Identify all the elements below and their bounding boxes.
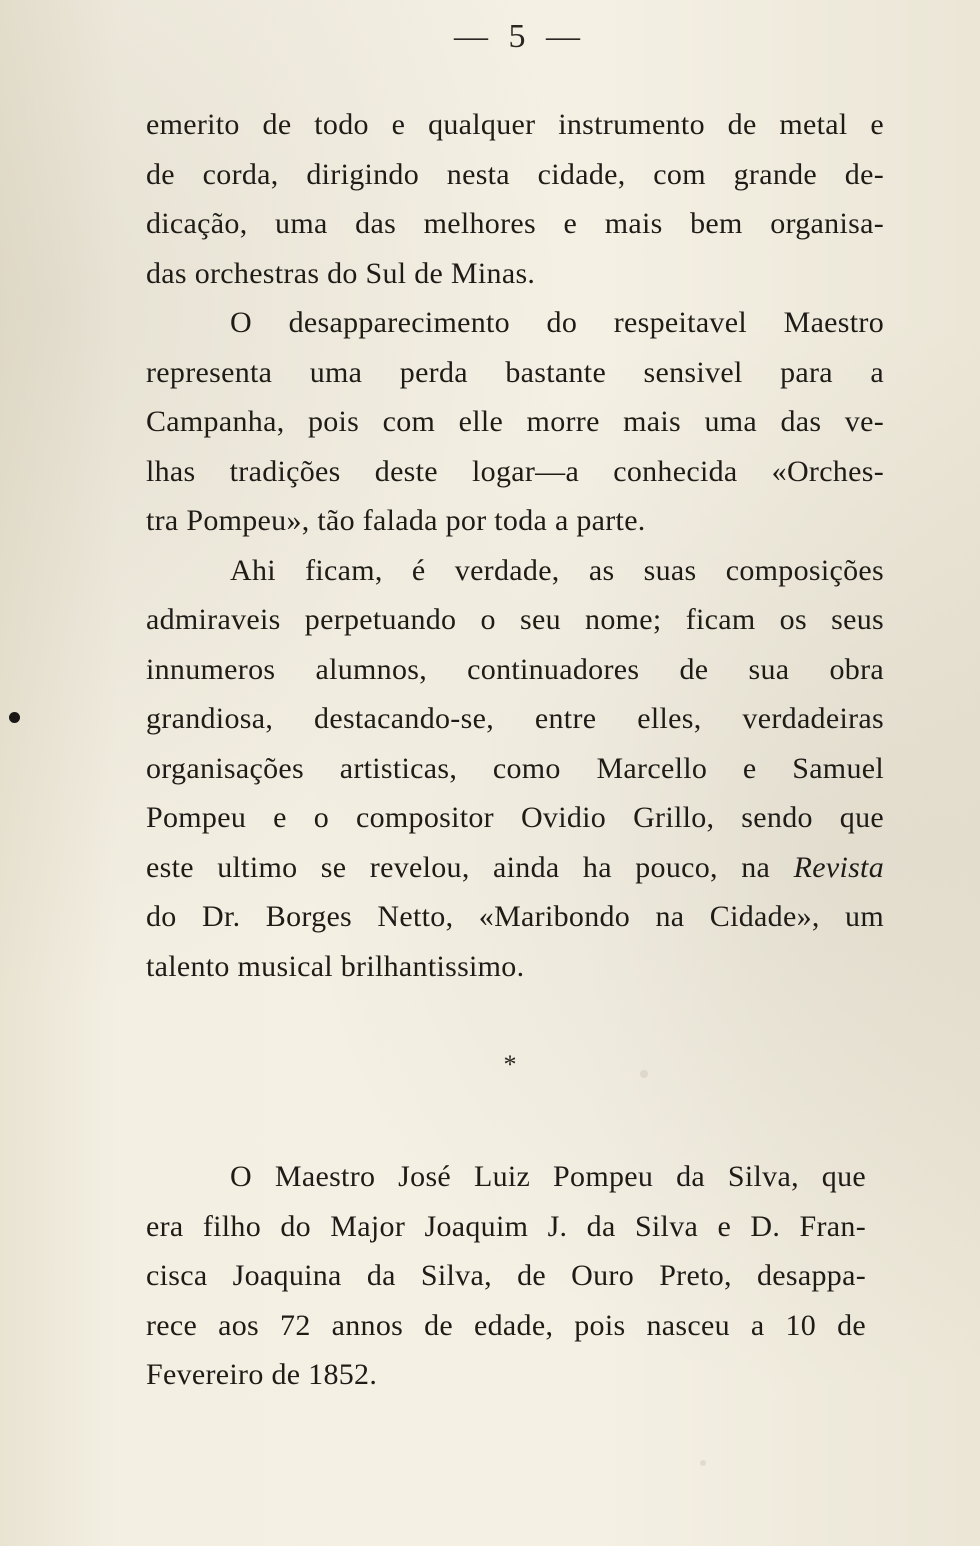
closing-text bbox=[146, 1152, 866, 1400]
text-line: representa uma perda bastante sensivel para a bbox=[146, 355, 884, 389]
text-line: tra Pompeu», tão falada por toda a parte. bbox=[146, 504, 646, 537]
text-line: Pompeu e o compositor Ovidio Grillo, sendo que bbox=[146, 801, 884, 834]
text-line: organisações artisticas, como Marcello e Samuel bbox=[146, 751, 884, 785]
text-fragment: este ultimo se revelou, ainda ha pouco, na bbox=[146, 850, 794, 884]
text-line: das orchestras do Sul de Minas. bbox=[146, 256, 536, 290]
text-line: Ahi ficam, é verdade, as suas composições bbox=[230, 553, 884, 587]
text-line: dicação, uma das melhores e mais bem organisa- bbox=[146, 207, 884, 240]
paper-stain bbox=[700, 1460, 706, 1466]
text-line: era filho do Major Joaquim J. da Silva e D. Fran- bbox=[146, 1209, 866, 1243]
text-line: O desapparecimento do respeitavel Maestro bbox=[230, 306, 884, 339]
text-line: Campanha, pois com elle morre mais uma das ve- bbox=[146, 405, 884, 438]
text-line: emerito de todo e qualquer instrumento de metal e bbox=[146, 108, 884, 141]
text-line: talento musical brilhantissimo. bbox=[146, 949, 525, 983]
text-line-with-italic bbox=[146, 843, 884, 893]
section-separator-asterisk: * bbox=[503, 1050, 517, 1079]
text-line: do Dr. Borges Netto, «Maribondo na Cidade», um bbox=[146, 900, 884, 933]
text-line: admiraveis perpetuando o seu nome; ficam os seus bbox=[146, 603, 884, 636]
main-text bbox=[146, 100, 884, 991]
italic-title-revista: Revista bbox=[793, 850, 884, 884]
text-line: cisca Joaquina da Silva, de Ouro Preto, desappa- bbox=[146, 1259, 866, 1292]
text-line: lhas tradições deste logar—a conhecida «Orches- bbox=[146, 454, 884, 488]
text-line: innumeros alumnos, continuadores de sua obra bbox=[146, 652, 884, 686]
page-number: — 5 — bbox=[454, 18, 586, 55]
text-line: O Maestro José Luiz Pompeu da Silva, que bbox=[230, 1160, 866, 1193]
ink-dot-mark bbox=[9, 712, 20, 723]
text-line: Fevereiro de 1852. bbox=[146, 1358, 378, 1391]
text-line: de corda, dirigindo nesta cidade, com grande de- bbox=[146, 157, 884, 191]
text-line: grandiosa, destacando-se, entre elles, verdadeiras bbox=[146, 702, 884, 735]
text-line: rece aos 72 annos de edade, pois nasceu a 10 de bbox=[146, 1308, 866, 1342]
